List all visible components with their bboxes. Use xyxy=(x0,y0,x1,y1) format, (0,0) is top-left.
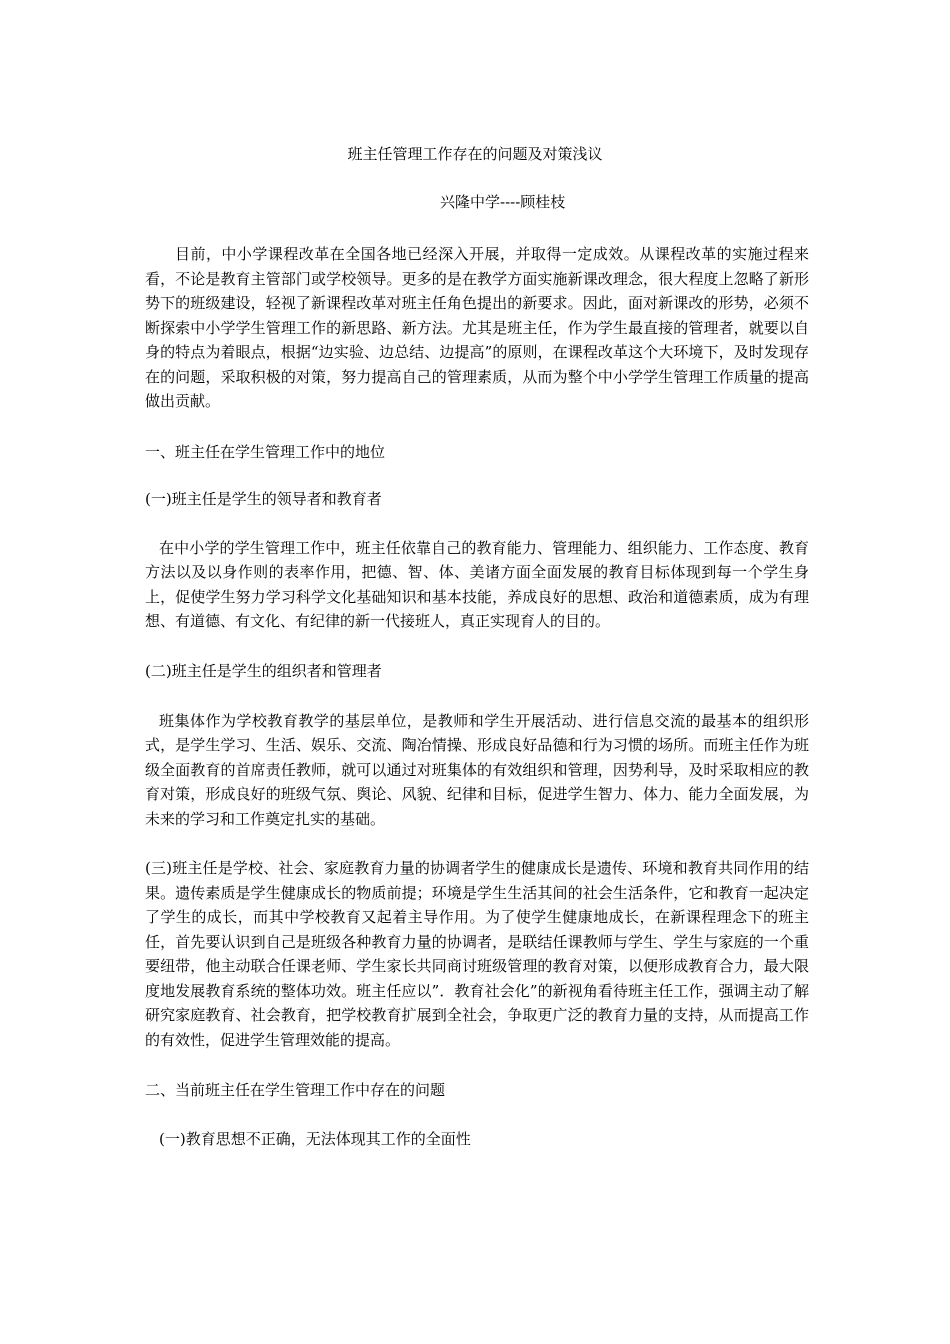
document-body xyxy=(145,242,809,1151)
spacer xyxy=(145,831,809,856)
body-paragraph-leader: 在中小学的学生管理工作中，班主任依靠自己的教育能力、管理能力、组织能力、工作态度、教育方法以及以身作则的表率作用，把德、智、体、美诸方面全面发展的教育目标体现到每一个学生身上，促使学生努力学习科学文化基础知识和基本技能，养成良好的思想、政治和道德素质，成为有理想、有道德、有文化、有纪律的新一代接班人，真正实现育人的目的。 xyxy=(145,538,809,630)
spacer xyxy=(145,634,809,659)
section-heading-1: 一、班主任在学生管理工作中的地位 xyxy=(145,442,386,461)
body-paragraph-organizer: 班集体作为学校教育教学的基层单位，是教师和学生开展活动、进行信息交流的最基本的组织形式，是学生学习、生活、娱乐、交流、陶冶情操、形成良好品德和行为习惯的场所。而班主任作为班级全面教育的首席责任教师，就可以通过对班集体的有效组织和管理，因势利导，及时采取相应的教育对策，形成良好的班级气氛、舆论、风貌、纪律和目标，促进学生智力、体力、能力全面发展，为未来的学习和工作奠定扎实的基础。 xyxy=(145,711,809,828)
spacer xyxy=(145,464,809,487)
subsection-heading-1-2: (二)班主任是学生的组织者和管理者 xyxy=(145,661,382,680)
author-line: 兴隆中学----顾桂枝 xyxy=(440,193,566,211)
spacer xyxy=(145,1102,809,1127)
subsection-heading-1-1: (一)班主任是学生的领导者和教育者 xyxy=(145,489,382,508)
body-paragraph-coordinator: (三)班主任是学校、社会、家庭教育力量的协调者学生的健康成长是遗传、环境和教育共同作用的结果。遗传素质是学生健康成长的物质前提；环境是学生生活其间的社会生活条件，它和教育一起决定了学生的成长，而其中学校教育又起着主导作用。为了使学生健康地成长，在新课程理念下的班主任，首先要认识到自己是班级各种教育力量的协调者，是联结任课教师与学生、学生与家庭的一个重要纽带，他主动联合任课老师、学生家长共同商讨班级管理的教育对策，以便形成教育合力，最大限度地发展教育系统的整体功效。班主任应以”．教育社会化”的新视角看待班主任工作，强调主动了解研究家庭教育、社会教育，把学校教育扩展到全社会，争取更广泛的教育力量的支持，从而提高工作的有效性，促进学生管理效能的提高。 xyxy=(145,859,809,1049)
document-title: 班主任管理工作存在的问题及对策浅议 xyxy=(347,145,603,163)
spacer xyxy=(145,683,809,709)
intro-paragraph: 目前，中小学课程改革在全国各地已经深入开展，并取得一定成效。从课程改革的实施过程来看，不论是教育主管部门或学校领导。更多的是在教学方面实施新课改理念，很大程度上忽略了新形势下的班级建设，轻视了新课程改革对班主任角色提出的新要求。因此，面对新课改的形势，必须不断探索中小学学生管理工作的新思路、新方法。尤其是班主任，作为学生最直接的管理者，就要以自身的特点为着眼点，根据“边实验、边总结、边提高”的原则，在课程改革这个大环境下，及时发现存在的问题，采取积极的对策，努力提高自己的管理素质，从而为整个中小学学生管理工作质量的提高做出贡献。 xyxy=(145,245,809,410)
spacer xyxy=(145,414,809,440)
spacer xyxy=(145,1052,809,1078)
spacer xyxy=(145,511,809,536)
section-heading-2: 二、当前班主任在学生管理工作中存在的问题 xyxy=(145,1081,446,1099)
subsection-heading-2-1: (一)教育思想不正确，无法体现其工作的全面性 xyxy=(159,1130,471,1148)
